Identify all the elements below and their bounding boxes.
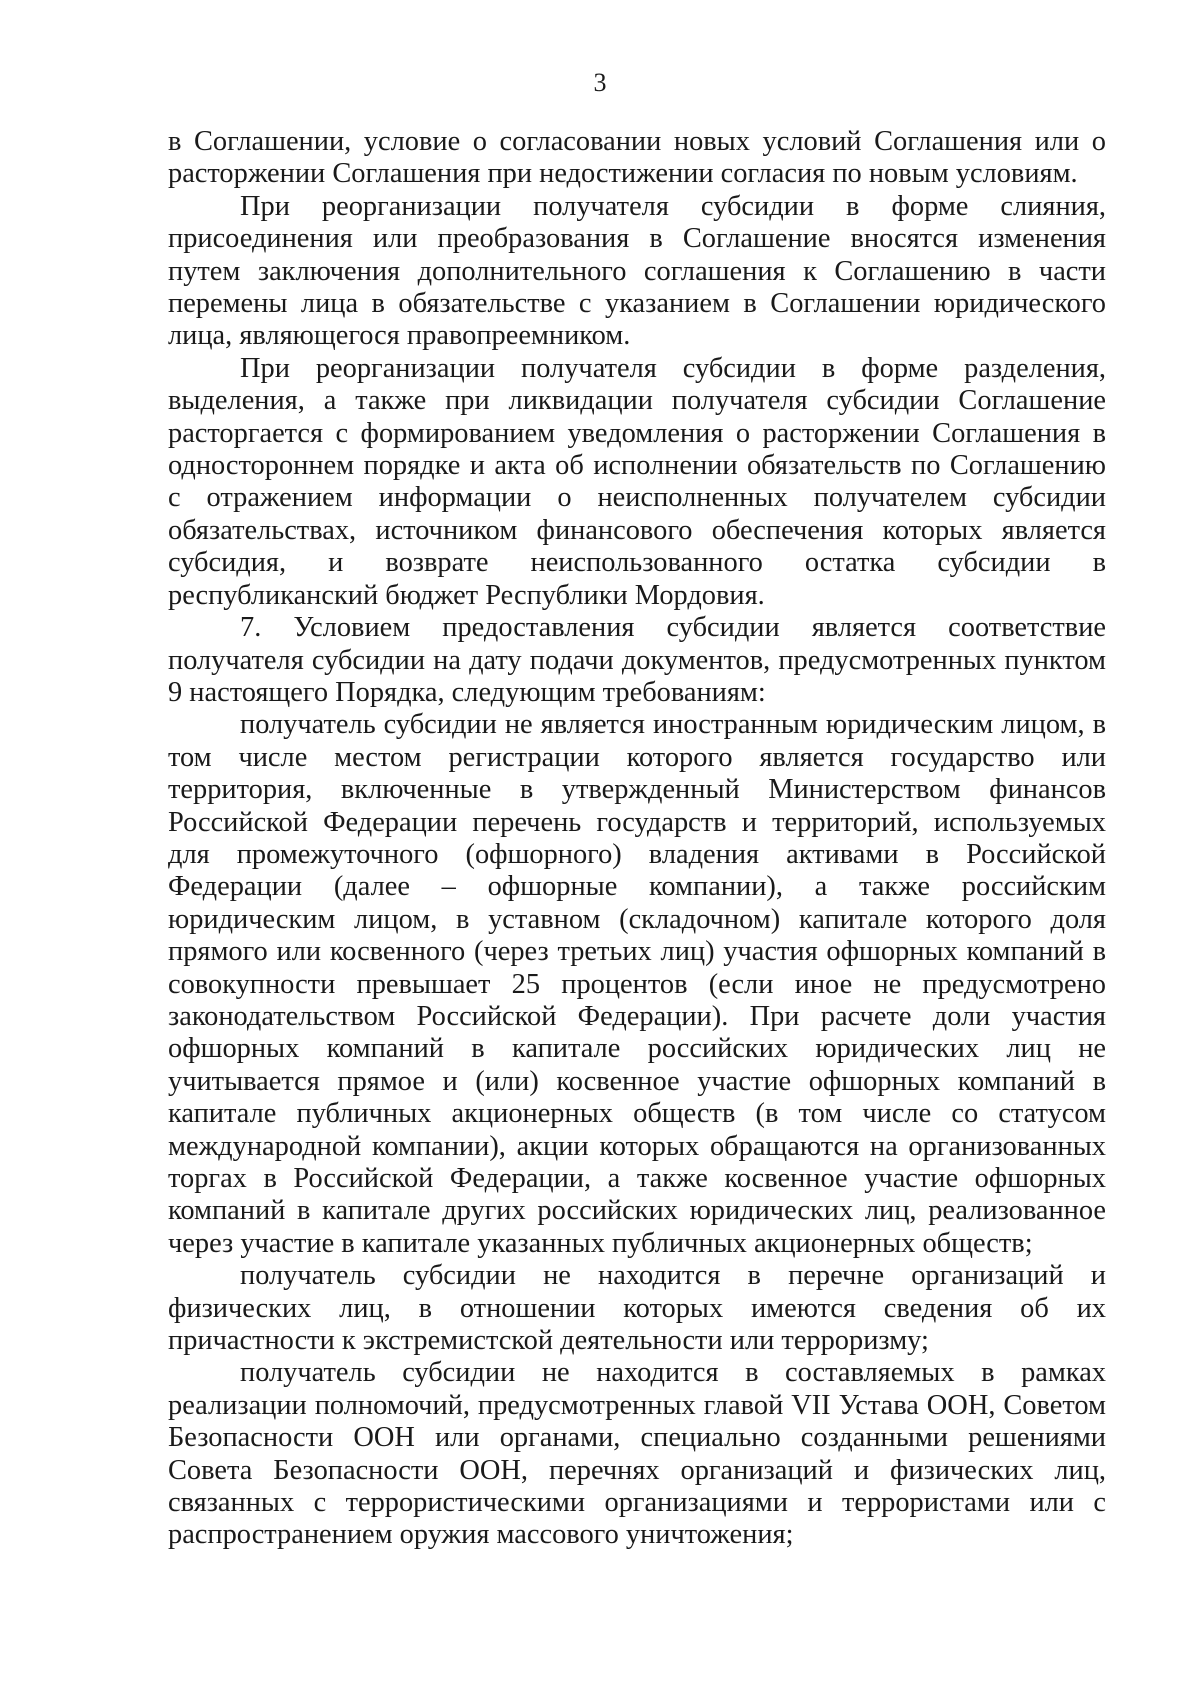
paragraph-reorganization-division: При реорганизации получателя субсидии в форме разделения, выделения, а также при ликвидации получателя субсидии Соглашение расторгается с формированием уведомления о расторжении Соглашения в одностороннем порядке и акта об исполнении обязательств по Соглашению с отражением информации о неисполненных получателем субсидии обязательствах, источником финансового обеспечения которых является субсидия, и возврате неиспользованного остатка субсидии в республиканский бюджет Республики Мордовия. <box>168 352 1106 611</box>
paragraph-requirement-un-lists: получатель субсидии не находится в составляемых в рамках реализации полномочий, предусмотренных главой VII Устава ООН, Советом Безопасности ООН или органами, специально созданными решениями Совета Безопасности ООН, перечнях организаций и физических лиц, связанных с террористическими организациями и террористами или с распространением оружия массового уничтожения; <box>168 1357 1106 1551</box>
paragraph-requirement-extremism: получатель субсидии не находится в перечне организаций и физических лиц, в отношении которых имеются сведения об их причастности к экстремистской деятельности или терроризму; <box>168 1260 1106 1357</box>
paragraph-continuation: в Соглашении, условие о согласовании новых условий Соглашения или о расторжении Соглашения при недостижении согласия по новым условиям. <box>168 126 1106 190</box>
document-body <box>168 126 1106 1552</box>
paragraph-reorganization-merger: При реорганизации получателя субсидии в форме слияния, присоединения или преобразования в Соглашение вносятся изменения путем заключения дополнительного соглашения к Соглашению в части перемены лица в обязательстве с указанием в Соглашении юридического лица, являющегося правопреемником. <box>168 190 1106 352</box>
page-number: 3 <box>593 68 607 97</box>
paragraph-item-7-conditions: 7. Условием предоставления субсидии является соответствие получателя субсидии на дату подачи документов, предусмотренных пунктом 9 настоящего Порядка, следующим требованиям: <box>168 612 1106 708</box>
paragraph-requirement-offshore: получатель субсидии не является иностранным юридическим лицом, в том числе местом регистрации которого является государство или территория, включенные в утвержденный Министерством финансов Российской Федерации перечень государств и территорий, используемых для промежуточного (офшорного) владения активами в Российской Федерации (далее – офшорные компании), а также российским юридическим лицом, в уставном (складочном) капитале которого доля прямого или косвенного (через третьих лиц) участия офшорных компаний в совокупности превышает 25 процентов (если иное не предусмотрено законодательством Российской Федерации). При расчете доли участия офшорных компаний в капитале российских юридических лиц не учитывается прямое и (или) косвенное участие офшорных компаний в капитале публичных акционерных обществ (в том числе со статусом международной компании), акции которых обращаются на организованных торгах в Российской Федерации, а также косвенное участие офшорных компаний в капитале других российских юридических лиц, реализованное через участие в капитале указанных публичных акционерных обществ; <box>168 709 1106 1259</box>
